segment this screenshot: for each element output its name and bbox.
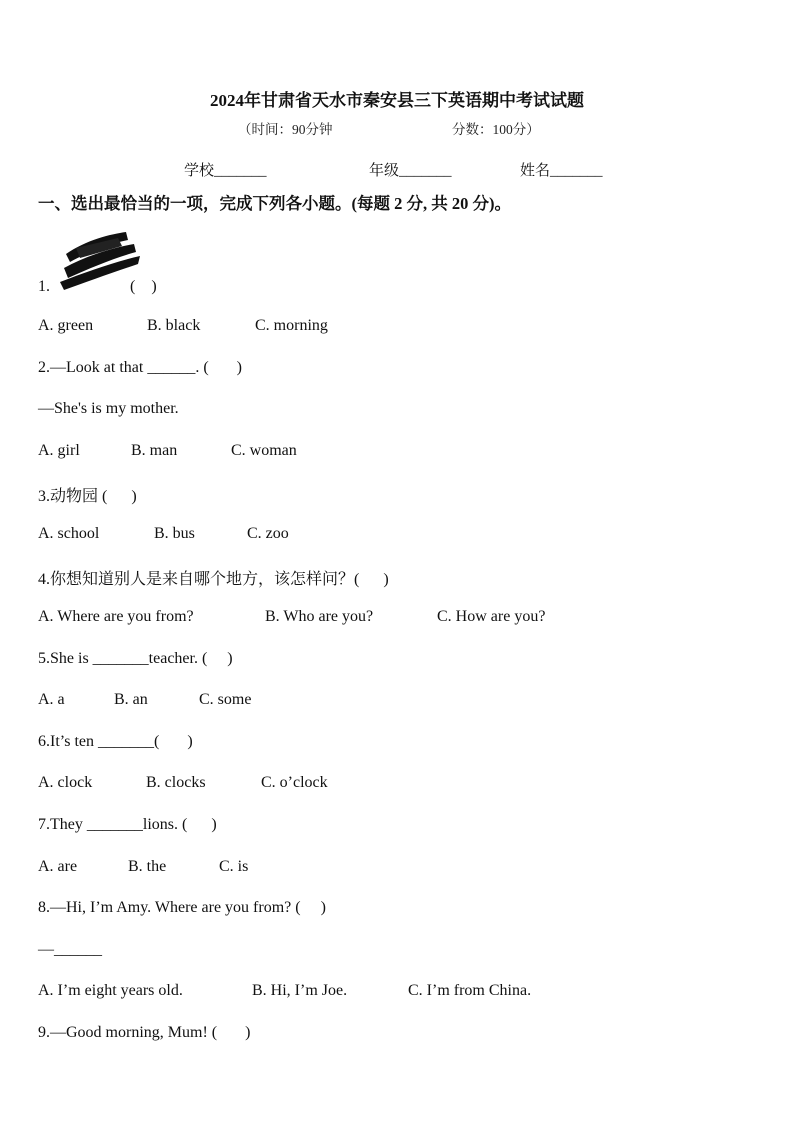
question-7-option-a: A. are	[38, 858, 78, 875]
name-field: 姓名_______	[520, 163, 603, 179]
question-8-option-c: C. I’m from China.	[408, 982, 532, 999]
question-6-option-a: A. clock	[38, 774, 93, 791]
question-2-stem: 2.—Look at that ______. ( )	[38, 359, 242, 376]
question-5-option-b: B. an	[114, 691, 148, 708]
section-heading: 一、选出最恰当的一项，完成下列各小题。(每题 2 分, 共 20 分)。	[38, 194, 511, 213]
question-4-option-c: C. How are you?	[437, 608, 546, 625]
question-5-stem: 5.She is _______teacher. ( )	[38, 650, 233, 667]
question-6-option-b: B. clocks	[146, 774, 206, 791]
question-7-option-c: C. is	[219, 858, 249, 875]
question-8-reply: —______	[38, 941, 102, 958]
question-3-option-a: A. school	[38, 525, 100, 542]
question-6-stem: 6.It’s ten _______( )	[38, 733, 193, 750]
question-8-option-b: B. Hi, I’m Joe.	[252, 982, 348, 999]
question-5-option-a: A. a	[38, 691, 65, 708]
question-2-reply: —She's is my mother.	[38, 400, 179, 417]
exam-time: （时间：90分钟	[238, 122, 333, 137]
question-1-option-c: C. morning	[255, 317, 328, 334]
question-8-stem: 8.—Hi, I’m Amy. Where are you from? ( )	[38, 899, 326, 916]
exam-title: 2024年甘肃省天水市秦安县三下英语期中考试试题	[210, 91, 584, 110]
question-3-stem: 3.动物园 ( )	[38, 488, 137, 505]
question-8-option-a: A. I’m eight years old.	[38, 982, 183, 999]
question-4-stem: 4.你想知道别人是来自哪个地方，该怎样问？( )	[38, 571, 389, 588]
question-1-option-a: A. green	[38, 317, 94, 334]
question-9-stem: 9.—Good morning, Mum! ( )	[38, 1024, 251, 1041]
question-7-stem: 7.They _______lions. ( )	[38, 816, 217, 833]
question-4-option-a: A. Where are you from?	[38, 608, 194, 625]
question-4-option-b: B. Who are you?	[265, 608, 374, 625]
question-2-option-c: C. woman	[231, 442, 297, 459]
question-6-option-c: C. o’clock	[261, 774, 328, 791]
question-5-option-c: C. some	[199, 691, 252, 708]
school-field: 学校_______	[184, 163, 267, 179]
grade-field: 年级_______	[369, 163, 452, 179]
exam-score: 分数：100分）	[452, 122, 540, 137]
question-3-option-c: C. zoo	[247, 525, 289, 542]
question-2-option-a: A. girl	[38, 442, 80, 459]
question-2-option-b: B. man	[131, 442, 178, 459]
question-3-option-b: B. bus	[154, 525, 195, 542]
question-1-stem: 1. ( )	[38, 278, 157, 295]
question-1-option-b: B. black	[147, 317, 201, 334]
question-7-option-b: B. the	[128, 858, 167, 875]
